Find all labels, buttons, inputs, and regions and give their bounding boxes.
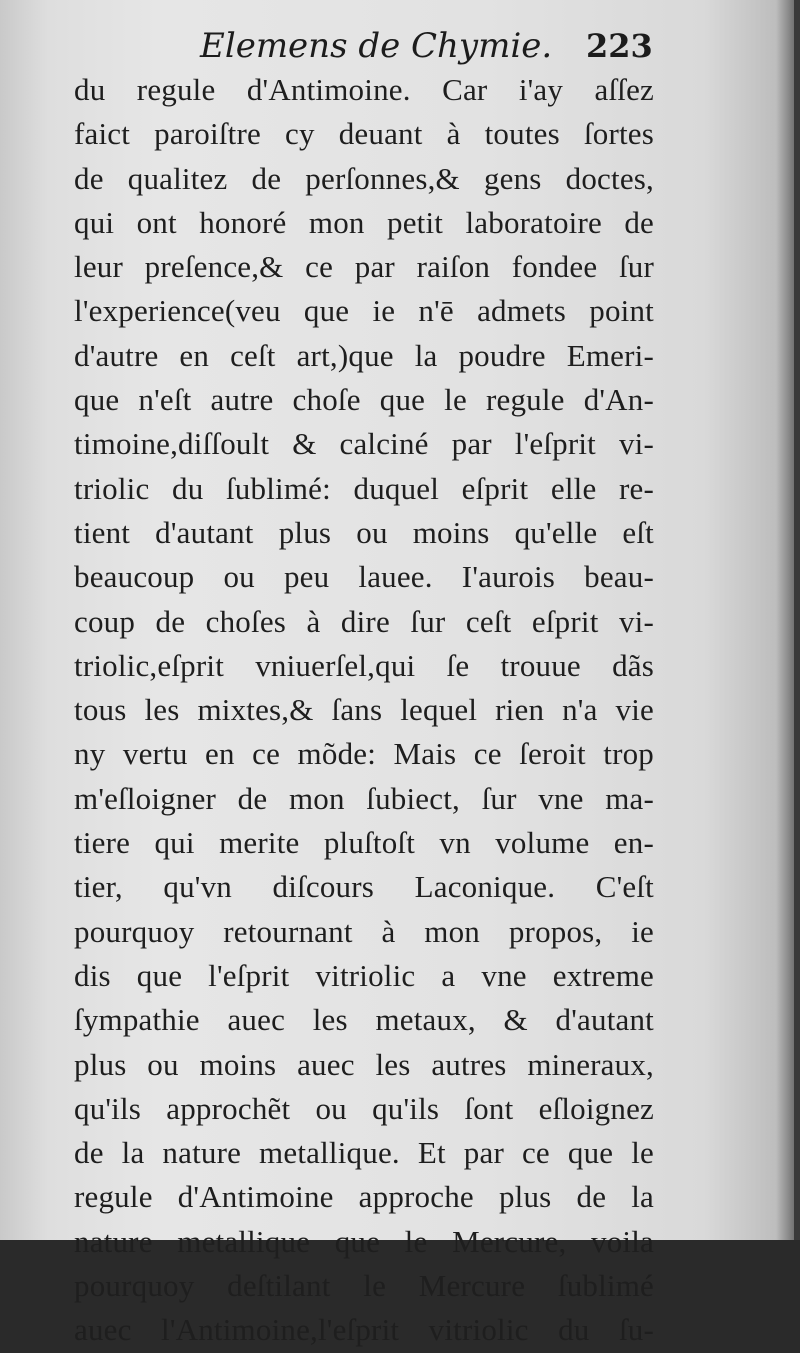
text-line: l'experience(veu que ie n'ē admets point — [74, 293, 654, 329]
text-line: triolic,eſprit vniuerſel,qui ſe trouue dãs — [74, 647, 654, 683]
text-line: coup de choſes à dire ſur ceſt eſprit vi- — [74, 603, 654, 639]
text-line: qu'ils approchẽt ou qu'ils ſont eſloignez — [74, 1090, 654, 1126]
page-edge-shadow — [794, 0, 800, 1240]
text-line: dis que l'eſprit vitriolic a vne extreme — [74, 957, 654, 993]
body-text — [74, 68, 654, 1353]
text-line: pourquoy deſtilant le Mercure ſublimé — [74, 1268, 654, 1304]
text-line: auec l'Antimoine,l'eſprit vitriolic du ſu- — [74, 1312, 654, 1348]
text-line: nature metallique que le Mercure, voila — [74, 1223, 654, 1259]
text-line: triolic du ſublimé: duquel eſprit elle re- — [74, 470, 654, 506]
running-title: Elemens de Chymie. — [200, 26, 553, 66]
text-line: plus ou moins auec les autres mineraux, — [74, 1046, 654, 1082]
text-line: ny vertu en ce mõde: Mais ce ſeroit trop — [74, 736, 654, 772]
text-line: regule d'Antimoine approche plus de la — [74, 1179, 654, 1215]
text-line: beaucoup ou peu lauee. I'aurois beau- — [74, 559, 654, 595]
text-line: de qualitez de perſonnes,& gens doctes, — [74, 160, 654, 196]
text-line: de la nature metallique. Et par ce que le — [74, 1135, 654, 1171]
text-line: que n'eſt autre choſe que le regule d'An- — [74, 382, 654, 418]
text-line: m'eſloigner de mon ſubiect, ſur vne ma- — [74, 780, 654, 816]
text-line: tier, qu'vn diſcours Laconique. C'eſt — [74, 869, 654, 905]
text-line: tous les mixtes,& ſans lequel rien n'a vie — [74, 692, 654, 728]
text-line: tiere qui merite pluſtoſt vn volume en- — [74, 825, 654, 861]
text-line: qui ont honoré mon petit laboratoire de — [74, 204, 654, 240]
text-line: ſympathie auec les metaux, & d'autant — [74, 1002, 654, 1038]
text-line: faict paroiſtre cy deuant à toutes ſortes — [74, 116, 654, 152]
text-line: du regule d'Antimoine. Car i'ay aſſez — [74, 72, 654, 107]
running-head — [0, 22, 800, 70]
text-line: leur preſence,& ce par raiſon fondee ſur — [74, 249, 654, 285]
text-line: timoine,diſſoult & calciné par l'eſprit vi- — [74, 426, 654, 462]
text-line: tient d'autant plus ou moins qu'elle eſt — [74, 514, 654, 550]
text-line: d'autre en ceſt art,)que la poudre Emeri- — [74, 337, 654, 373]
page-number: 223 — [586, 27, 653, 65]
text-line: pourquoy retournant à mon propos, ie — [74, 913, 654, 949]
